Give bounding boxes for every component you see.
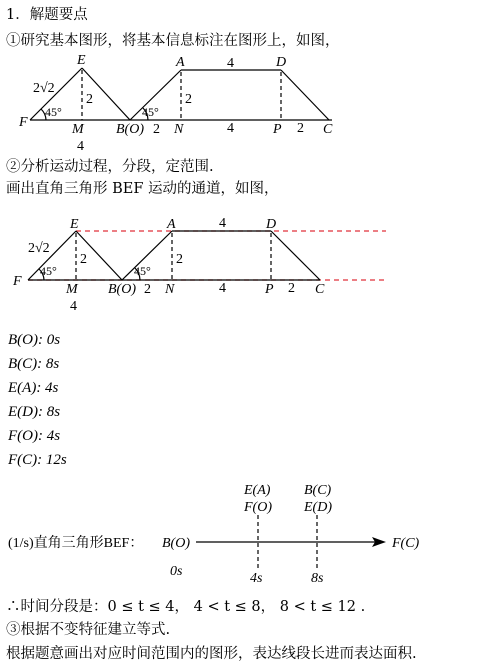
timeline-end: F(C) (392, 536, 420, 551)
fig1-label-E: E (77, 53, 86, 68)
fig2-under-M-label: 4 (70, 299, 77, 314)
timeline-mark2-bottom: E(D) (304, 500, 332, 515)
step-3-text: ③根据不变特征建立等式. (6, 622, 171, 638)
timeline-t2: 8s (311, 571, 324, 586)
fig1-label-F: F (19, 115, 28, 130)
fig1-bot-PC-label: 2 (297, 121, 304, 136)
fig2-label-E: E (70, 217, 79, 232)
timeline-start: B(O) (162, 536, 190, 551)
fig1-top-AD-label: 4 (227, 56, 234, 71)
timeline-t0: 0s (170, 564, 183, 579)
fig2-bot-BN-label: 2 (144, 282, 151, 297)
timeline-t1: 4s (250, 571, 263, 586)
timeline-mark2-top: B(C) (304, 483, 332, 498)
fig1-label-N: N (174, 122, 184, 137)
correspondence-3: E(A): 4s (8, 380, 59, 396)
fig2-label-D: D (266, 217, 277, 232)
fig1-angle-right: 45° (142, 105, 159, 119)
fig2-top-AD-label: 4 (219, 216, 226, 231)
correspondence-2: B(C): 8s (8, 356, 60, 372)
fig1-label-A: A (176, 55, 185, 70)
fig1-len-EF: 2√2 (33, 81, 55, 96)
correspondence-4: E(D): 8s (8, 404, 61, 420)
fig2-bot-PC-label: 2 (288, 281, 295, 296)
timeline-mark1-bottom: F(O) (244, 500, 272, 515)
fig1-label-P: P (273, 122, 282, 137)
step-3-sub-text: 根据题意画出对应时间范围内的图形，表达线段长进而表达面积. (6, 646, 417, 662)
fig2-angle-left: 45° (40, 264, 57, 278)
correspondence-5: F(O): 4s (8, 428, 61, 444)
timeline-mark1-top: E(A) (244, 483, 271, 498)
correspondence-1: B(O): 0s (8, 332, 61, 348)
fig1-bot-NP-label: 4 (227, 121, 234, 136)
fig2-bot-NP-label: 4 (219, 281, 226, 296)
fig1-label-BO: B(O) (116, 122, 144, 137)
step-1-text: ①研究基本图形，将基本信息标注在图形上，如图， (6, 33, 340, 49)
fig2-label-A: A (167, 217, 176, 232)
step-2-sub-text: 画出直角三角形 BEF 运动的通道，如图， (6, 181, 279, 197)
step-2-text: ②分析运动过程，分段，定范围. (6, 159, 214, 175)
section-heading: 1．解题要点 (6, 7, 88, 23)
fig2-label-N: N (165, 282, 175, 297)
fig2-angle-right: 45° (134, 264, 151, 278)
fig2-label-M: M (66, 282, 78, 297)
fig1-height-A-label: 2 (185, 92, 192, 107)
fig2-len-EF: 2√2 (28, 241, 50, 256)
fig2-height-A-label: 2 (176, 252, 183, 267)
fig2-label-BO: B(O) (108, 282, 136, 297)
fig1-label-M: M (72, 122, 84, 137)
fig1-label-C: C (323, 122, 333, 137)
fig1-label-D: D (276, 55, 287, 70)
fig2-label-C: C (315, 282, 325, 297)
fig2-height-E-label: 2 (80, 252, 87, 267)
correspondence-6: F(C): 12s (8, 452, 67, 468)
fig1-bot-BN-label: 2 (153, 122, 160, 137)
fig2-label-F: F (13, 274, 22, 289)
time-segments-text: ∴时间分段是：0 ≤ t ≤ 4， 4 < t ≤ 8， 8 < t ≤ 12 . (6, 599, 366, 615)
fig1-height-E-label: 2 (86, 92, 93, 107)
timeline-prefix: (1/s)直角三角形BEF： (8, 536, 144, 551)
fig1-angle-left: 45° (45, 105, 62, 119)
fig2-label-P: P (265, 282, 274, 297)
fig1-under-M-label: 4 (77, 139, 84, 154)
